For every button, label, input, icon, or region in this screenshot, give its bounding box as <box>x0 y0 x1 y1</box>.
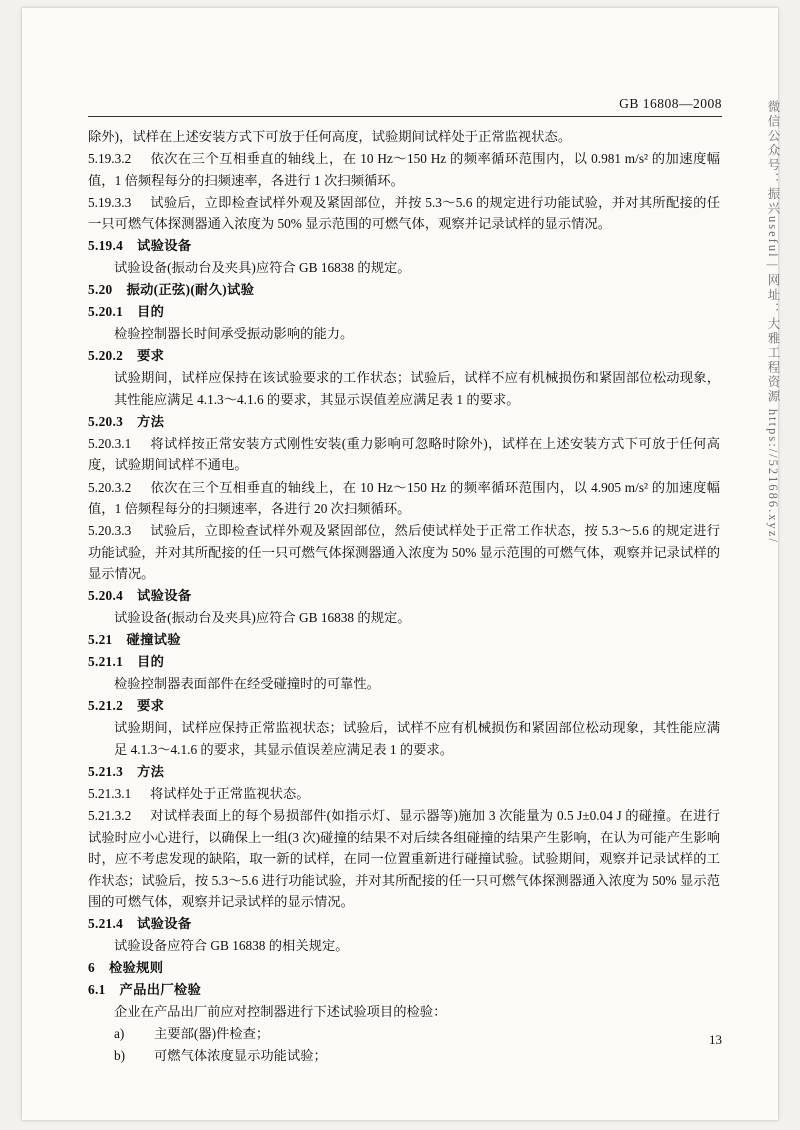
body-paragraph: 除外)，试样在上述安装方式下可放于任何高度，试验期间试样处于正常监视状态。 <box>88 129 572 144</box>
section-number: 5.20 <box>88 282 113 298</box>
section-title: 振动(正弦)(耐久)试验 <box>126 282 255 298</box>
body-paragraph: 试验期间，试样应保持正常监视状态；试验后，试样不应有机械损伤和紧固部位松动现象，其性能应满足 4.1.3～4.1.6 的要求，其显示值误差应满足表 1 的要求。 <box>114 720 720 757</box>
section-heading <box>88 913 720 935</box>
document-body <box>88 126 720 1067</box>
body-paragraph <box>88 477 720 520</box>
clause-text: 依次在三个互相垂直的轴线上，在 10 Hz～150 Hz 的频率循环范围内，以 4.905 m/s² 的加速度幅值，1 倍频程每分的扫频速率，各进行 20 次扫频循环。 <box>88 479 720 517</box>
body-paragraph: 试验设备应符合 GB 16838 的相关规定。 <box>114 938 349 954</box>
page-number: 13 <box>709 1032 722 1047</box>
list-item-marker: b) <box>114 1048 126 1064</box>
section-heading <box>88 345 720 367</box>
section-heading <box>88 979 720 1001</box>
body-paragraph: 检验控制器表面部件在经受碰撞时的可靠性。 <box>114 676 380 692</box>
body-paragraph: 检验控制器长时间承受振动影响的能力。 <box>114 326 354 342</box>
body-paragraph: 试验期间，试样应保持在该试验要求的工作状态；试验后，试样不应有机械损伤和紧固部位松动现象，其性能应满足 4.1.3～4.1.6 的要求，其显示误值差应满足表 1 的要求。 <box>114 370 720 407</box>
header-rule <box>88 116 722 117</box>
list-item <box>88 1023 720 1045</box>
clause-number: 5.20.3.1 <box>88 435 132 451</box>
clause-number: 5.20.3.3 <box>88 523 132 539</box>
clause-number: 5.21.3.2 <box>88 807 132 823</box>
list-item <box>88 1045 720 1067</box>
section-title: 碰撞试验 <box>126 632 181 648</box>
body-paragraph <box>88 192 720 235</box>
clause-text: 试验后，立即检查试样外观及紧固部位，然后使试样处于正常工作状态，按 5.3～5.6 的规定进行功能试验，并对其所配接的任一只可燃气体探测器通入浓度为 50% 显示范围的可燃气体，观察并记录试样的显示情况。 <box>88 523 720 582</box>
section-number: 5.21.2 <box>88 698 124 714</box>
section-title: 方法 <box>137 763 165 779</box>
list-item-text: 主要部(器)件检查； <box>154 1026 270 1042</box>
section-number: 5.20.3 <box>88 413 124 429</box>
section-title: 目的 <box>137 654 165 670</box>
paper-sheet <box>22 8 778 1120</box>
body-paragraph: 试验设备(振动台及夹具)应符合 GB 16838 的规定。 <box>114 610 411 626</box>
section-heading <box>88 651 720 673</box>
section-number: 5.20.2 <box>88 348 124 364</box>
section-heading <box>88 585 720 607</box>
section-heading <box>88 279 720 301</box>
section-title: 试验设备 <box>137 588 192 604</box>
section-title: 目的 <box>137 304 165 320</box>
section-number: 5.20.4 <box>88 588 124 604</box>
body-paragraph <box>88 783 720 805</box>
clause-text: 将试样处于正常监视状态。 <box>150 785 310 801</box>
page-header <box>22 96 722 112</box>
section-heading <box>88 695 720 717</box>
clause-number: 5.20.3.2 <box>88 479 132 495</box>
body-paragraph <box>88 520 720 585</box>
standard-id: GB 16808—2008 <box>619 96 722 111</box>
section-number: 5.20.1 <box>88 304 124 320</box>
body-paragraph: 企业在产品出厂前应对控制器进行下述试验项目的检验： <box>114 1004 447 1020</box>
section-heading <box>88 235 720 257</box>
section-title: 试验设备 <box>137 916 192 932</box>
section-number: 5.19.4 <box>88 238 124 254</box>
body-paragraph <box>88 805 720 913</box>
section-heading <box>88 411 720 433</box>
section-heading <box>88 957 720 979</box>
list-item-marker: a) <box>114 1026 125 1042</box>
watermark-text: 微信公众号：振兴useful | 网址：大雅工程资源 https://521686.xyz/ <box>766 100 780 544</box>
section-heading <box>88 301 720 323</box>
section-number: 6 <box>88 960 95 976</box>
section-title: 方法 <box>137 413 165 429</box>
section-number: 6.1 <box>88 982 106 998</box>
section-title: 检验规则 <box>108 960 164 976</box>
clause-text: 将试样按正常安装方式刚性安装(重力影响可忽略时除外)，试样在上述安装方式下可放于任何高度，试验期间试样不通电。 <box>88 435 720 473</box>
section-number: 5.21.1 <box>88 654 124 670</box>
body-paragraph <box>88 433 720 476</box>
section-heading <box>88 761 720 783</box>
list-item-text: 可燃气体浓度显示功能试验； <box>154 1048 327 1064</box>
clause-number: 5.19.3.3 <box>88 194 132 210</box>
section-number: 5.21 <box>88 632 113 648</box>
section-title: 产品出厂检验 <box>119 982 202 998</box>
clause-text: 试验后，立即检查试样外观及紧固部位，并按 5.3～5.6 的规定进行功能试验，并对其所配接的任一只可燃气体探测器通入浓度为 50% 显示范围的可燃气体，观察并记录试样的显示情况。 <box>88 194 720 232</box>
section-title: 试验设备 <box>137 238 192 254</box>
clause-text: 依次在三个互相垂直的轴线上，在 10 Hz～150 Hz 的频率循环范围内，以 0.981 m/s² 的加速度幅值，1 倍频程每分的扫频速率，各进行 1 次扫频循环。 <box>88 151 720 188</box>
clause-text: 对试样表面上的每个易损部件(如指示灯、显示器等)施加 3 次能量为 0.5 J±0.04 J 的碰撞。在进行试验时应小心进行，以确保上一组(3 次)碰撞的结果不对后续各组碰撞的结果产生影响，在认为可能产生影响时，应不考虑发现的缺陷，取一新的试样，在同一位置重新进行碰撞试验。试验期间，观察并记录试样的工作状态；试验后，按 5.3～5.6 进行功能试验，并对其所配接的任一只可燃气体探测器通入浓度为 50% 显示范围的可燃气体，观察并记录试样的显示情况。 <box>88 807 720 910</box>
section-number: 5.21.3 <box>88 763 124 779</box>
clause-number: 5.21.3.1 <box>88 785 132 801</box>
section-title: 要求 <box>137 348 165 364</box>
section-number: 5.21.4 <box>88 916 124 932</box>
clause-number: 5.19.3.2 <box>88 151 132 167</box>
section-heading <box>88 629 720 651</box>
body-paragraph <box>88 148 720 191</box>
section-title: 要求 <box>137 698 165 714</box>
body-paragraph: 试验设备(振动台及夹具)应符合 GB 16838 的规定。 <box>114 260 411 276</box>
